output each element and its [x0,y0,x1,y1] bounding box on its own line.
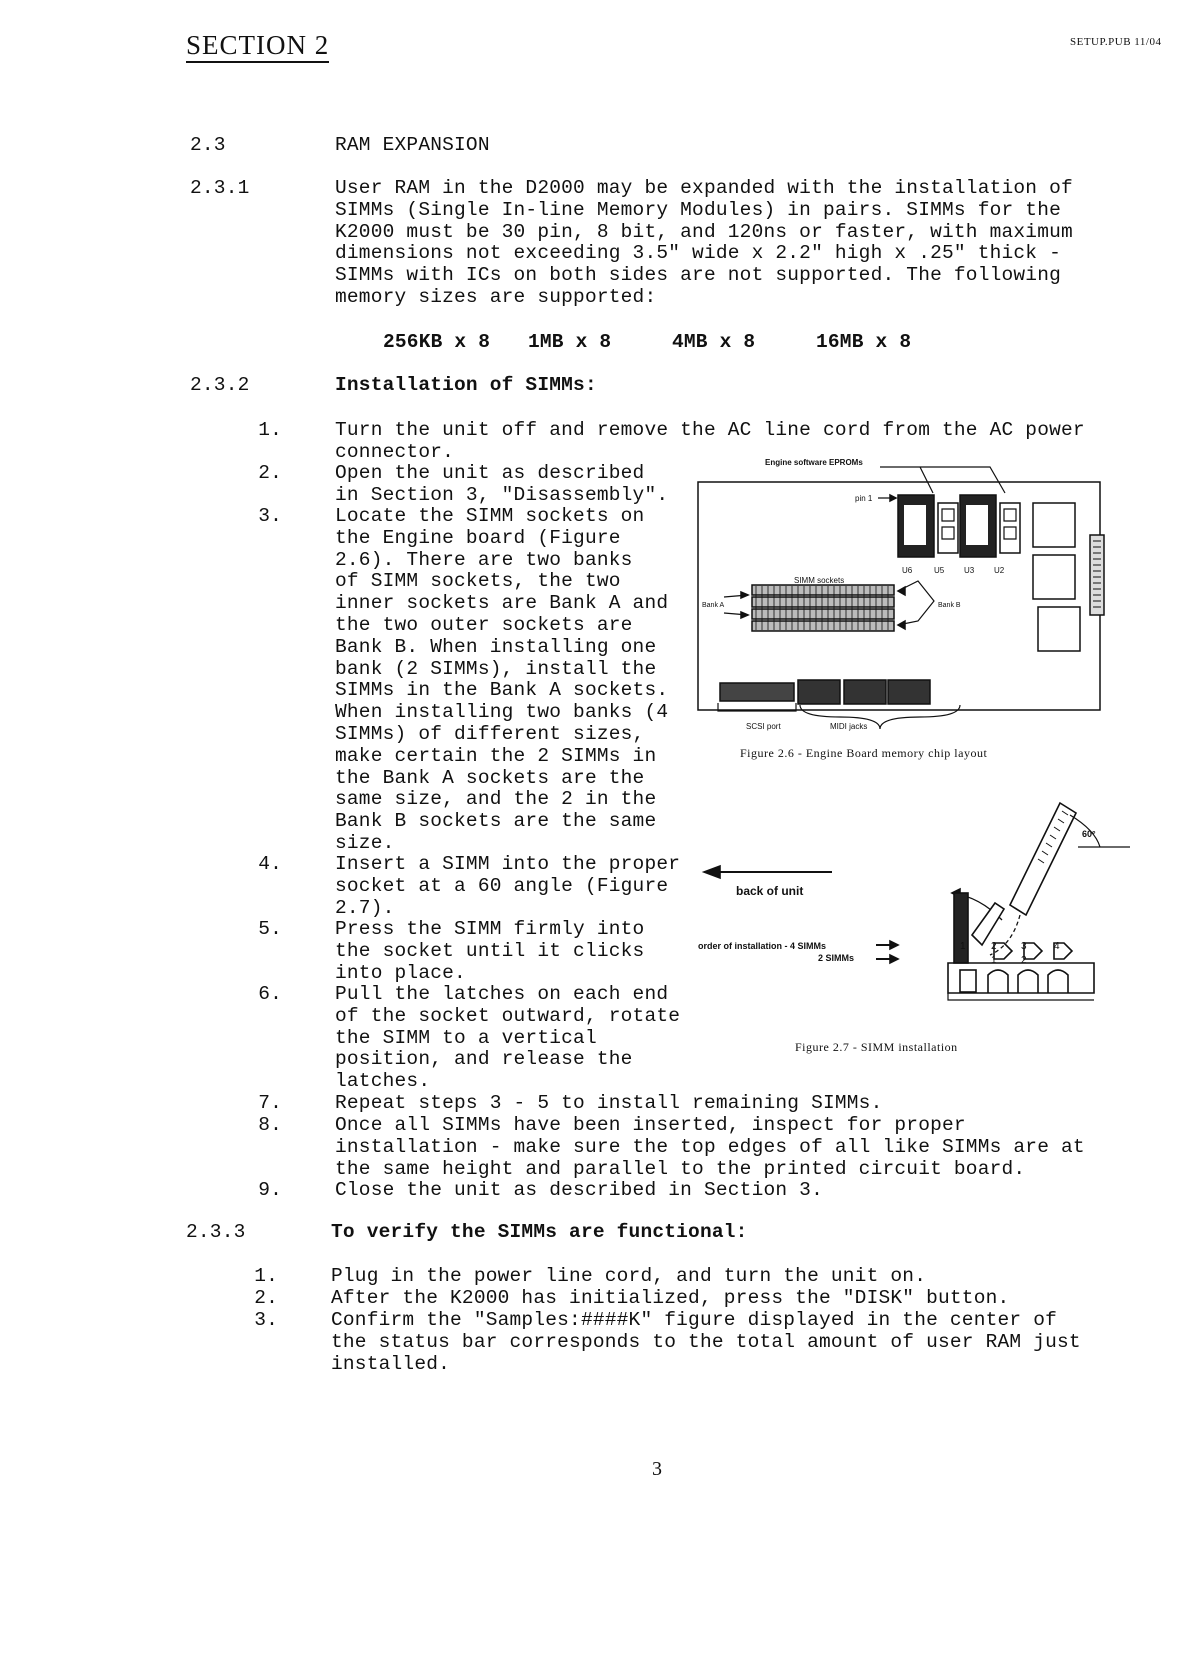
step-number: 4. [258,853,282,875]
step-line: the SIMM to a vertical [335,1026,597,1049]
step-line: the Bank A sockets are the [335,766,645,789]
page-number: 3 [652,1458,662,1480]
step-line: bank (2 SIMMs), install the [335,657,657,680]
step-line: Close the unit as described in Section 3. [335,1179,823,1201]
step-text [335,506,685,855]
subsection-title: Installation of SIMMs: [335,374,597,396]
step-line: the socket until it clicks [335,939,645,962]
file-reference: SETUP.PUB 11/04 [1070,36,1162,48]
order-num: 1 [991,955,997,966]
step-number: 7. [258,1092,282,1114]
step-line: Bank B sockets are the same [335,810,657,833]
step-line: SIMMs) of different sizes, [335,722,645,745]
step-number: 2. [254,1287,278,1309]
step-line: connector. [335,440,455,463]
step-line: make certain the 2 SIMMs in [335,744,657,767]
subsection-number: 2.3.2 [190,374,250,396]
section-title: RAM EXPANSION [335,134,490,156]
bank-b-label: Bank B [938,602,961,609]
paragraph-line: SIMMs (Single In-line Memory Modules) in pairs. SIMMs for the [335,198,1062,221]
step-number: 2. [258,462,282,484]
angled-simm [1010,803,1076,915]
memory-size-4: 16MB x 8 [816,331,912,353]
order-num: 2 [1021,955,1027,966]
step-text [335,984,685,1093]
step-line: the same height and parallel to the printed circuit board. [335,1157,1026,1180]
back-arrow-icon [704,866,720,878]
chip-label: U5 [934,566,945,575]
simm-sockets-label: SIMM sockets [794,576,845,585]
step-line: After the K2000 has initialized, press the "DISK" button. [331,1287,1010,1309]
step-number: 6. [258,983,282,1005]
step-line: the status bar corresponds to the total amount of user RAM just [331,1330,1081,1353]
step-line: Locate the SIMM sockets on [335,505,645,527]
board-chip [1038,607,1080,651]
step-line: the Engine board (Figure [335,526,621,549]
step-number: 8. [258,1114,282,1136]
step-number: 3. [258,505,282,527]
simm-socket [752,585,894,595]
subsection-231-body [335,178,1095,309]
chip-label: U3 [964,566,975,575]
chip-label: U2 [994,566,1005,575]
eprom-u5 [938,503,958,553]
step-text [335,1093,1105,1115]
simm-socket [752,621,894,631]
step-line: of the socket outward, rotate [335,1004,681,1027]
step-line: installed. [331,1352,451,1375]
simm-socket [752,609,894,619]
step-line: Turn the unit off and remove the AC line cord from the AC power [335,419,1085,441]
step-line: 2.7). [335,896,395,919]
figure-2-7-caption: Figure 2.7 - SIMM installation [795,1040,958,1054]
step-line: Repeat steps 3 - 5 to install remaining SIMMs. [335,1092,883,1114]
step-line: Open the unit as described [335,462,645,484]
paragraph-line: memory sizes are supported: [335,285,657,308]
step-text [335,1115,1105,1180]
step-number: 9. [258,1179,282,1201]
scsi-label: SCSI port [746,722,781,731]
step-line: Pull the latches on each end [335,983,669,1005]
figure-2-7 [690,785,1130,1055]
eprom-u2 [1000,503,1020,553]
subsection-title: To verify the SIMMs are functional: [331,1221,748,1243]
step-line: Plug in the power line cord, and turn the unit on. [331,1265,927,1287]
step-line: Bank B. When installing one [335,635,657,658]
step-line: position, and release the [335,1048,633,1071]
order-num: 4 [1054,941,1060,952]
step-line: the two outer sockets are [335,613,633,636]
step-number: 3. [254,1309,278,1331]
step-line: Confirm the "Samples:####K" figure displayed in the center of [331,1309,1058,1331]
midi-jack [844,680,886,704]
step-line: Insert a SIMM into the proper [335,853,681,875]
order-num: 3 [1021,941,1027,952]
step-line: size. [335,831,395,854]
step-number: 1. [254,1265,278,1287]
subsection-number: 2.3.1 [190,177,250,199]
step-line: into place. [335,961,466,984]
paragraph-line: K2000 must be 30 pin, 8 bit, and 120ns or faster, with maximum [335,220,1073,243]
memory-size-1: 256KB x 8 [383,331,491,353]
figure-2-6 [690,455,1130,765]
paragraph-line: User RAM in the D2000 may be expanded with the installation of [335,177,1073,199]
step-text [335,919,685,984]
step-line: 2.6). There are two banks [335,548,633,571]
paragraph-line: dimensions not exceeding 3.5" wide x 2.2" high x .25" thick - [335,242,1062,265]
step-line: latches. [335,1070,431,1093]
step-text [335,1180,1105,1202]
midi-jack [798,680,840,704]
step-number: 1. [258,419,282,441]
section-number: 2.3 [190,134,226,156]
scsi-port [720,683,794,701]
eprom-label: Engine software EPROMs [765,458,863,467]
step-line: installation - make sure the top edges of all like SIMMs are at [335,1135,1085,1158]
order-num: 1 [960,941,966,952]
subsection-number: 2.3.3 [186,1221,246,1243]
midi-label: MIDI jacks [830,722,868,731]
step-line: inner sockets are Bank A and [335,592,669,615]
chip-label: U6 [902,566,913,575]
installed-simm [954,893,968,963]
step-line: of SIMM sockets, the two [335,570,621,593]
section-heading: SECTION 2 [186,30,329,63]
order-num: 2 [991,941,997,952]
midi-jack [888,680,930,704]
step-text [335,463,685,507]
board-chip [1033,555,1075,599]
pin1-label: pin 1 [855,494,873,503]
order-2-label: 2 SIMMs [818,953,855,963]
step-line: When installing two banks (4 [335,701,669,724]
memory-size-2: 1MB x 8 [528,331,612,353]
step-text [331,1266,1111,1288]
board-chip [1033,503,1075,547]
step-text [335,854,685,919]
figure-2-6-caption: Figure 2.6 - Engine Board memory chip layout [740,746,988,760]
step-line: same size, and the 2 in the [335,788,657,811]
simm-socket [752,597,894,607]
step-line: Press the SIMM firmly into [335,918,645,940]
order-4-label: order of installation - 4 SIMMs [698,941,827,951]
step-line: in Section 3, "Disassembly". [335,483,669,506]
bank-a-label: Bank A [702,602,725,609]
step-line: socket at a 60 angle (Figure [335,874,669,897]
step-text [331,1310,1111,1375]
angle-label: 60° [1082,829,1096,839]
step-line: Once all SIMMs have been inserted, inspect for proper [335,1114,966,1136]
step-number: 5. [258,918,282,940]
memory-size-3: 4MB x 8 [672,331,756,353]
step-line: SIMMs in the Bank A sockets. [335,679,669,702]
paragraph-line: SIMMs with ICs on both sides are not supported. The following [335,264,1062,287]
back-of-unit-label: back of unit [736,884,804,898]
step-text [331,1288,1111,1310]
